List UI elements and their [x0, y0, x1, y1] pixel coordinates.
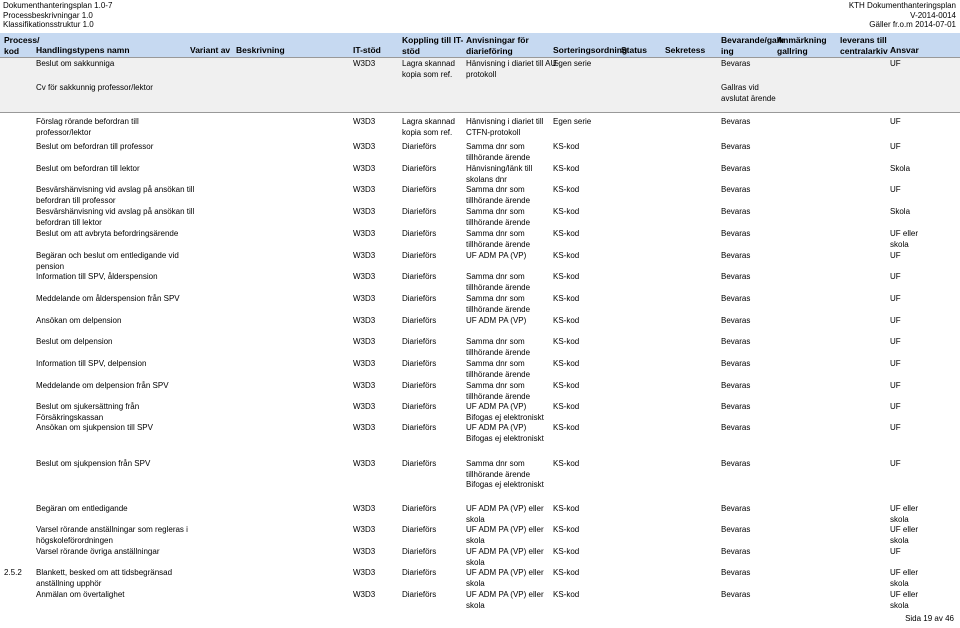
- bevarande-cell: Bevaras: [721, 337, 751, 346]
- koppling-cell: Diarieförs: [402, 229, 437, 238]
- col-ansvar: Ansvar: [890, 45, 919, 55]
- bevarande-cell: Bevaras: [721, 251, 751, 260]
- it-stod-cell: W3D3: [353, 337, 376, 346]
- header-right: [849, 1, 956, 30]
- koppling-cell: Diarieförs: [402, 294, 437, 303]
- col-variant: Variant av: [190, 45, 231, 55]
- it-stod-cell: W3D3: [353, 459, 376, 468]
- bevarande-cell: Bevaras: [721, 316, 751, 325]
- anvisning-cell: Samma dnr som tillhörande ärende: [466, 272, 531, 292]
- ansvar-cell: UF: [890, 337, 901, 346]
- handlingstyp-name-cell: Besvärshänvisning vid avslag på ansökan till befordran till professor: [36, 185, 195, 205]
- anvisning-cell: UF ADM PA (VP) eller skola: [466, 525, 544, 545]
- col-name: Handlingstypens namn: [36, 45, 130, 55]
- bevarande-cell: Bevaras: [721, 59, 751, 68]
- header-left: [3, 1, 112, 30]
- ansvar-cell: UF eller skola: [890, 525, 919, 545]
- sorteringsordning-cell: KS-kod: [553, 547, 580, 556]
- ansvar-cell: UF: [890, 402, 901, 411]
- sorteringsordning-cell: KS-kod: [553, 590, 580, 599]
- it-stod-cell: W3D3: [353, 568, 376, 577]
- handlingstyp-name-cell: Meddelande om ålderspension från SPV: [36, 294, 180, 303]
- anvisning-cell: Samma dnr som tillhörande ärende: [466, 294, 531, 314]
- bevarande-cell: Bevaras: [721, 547, 751, 556]
- it-stod-cell: W3D3: [353, 251, 376, 260]
- ansvar-cell: UF: [890, 381, 901, 390]
- koppling-cell: Diarieförs: [402, 251, 437, 260]
- bevarande-cell: Bevaras: [721, 590, 751, 599]
- col-koppling: Koppling till IT- stöd: [402, 35, 464, 56]
- it-stod-cell: W3D3: [353, 547, 376, 556]
- anvisning-cell: Samma dnr som tillhörande ärende: [466, 142, 531, 162]
- bevarande-cell: Bevaras: [721, 459, 751, 468]
- it-stod-cell: W3D3: [353, 590, 376, 599]
- header-plan-title: Dokumenthanteringsplan 1.0-7: [3, 1, 113, 10]
- anvisning-cell: Samma dnr som tillhörande ärende: [466, 207, 531, 227]
- col-beskrivning: Beskrivning: [236, 45, 285, 55]
- it-stod-cell: W3D3: [353, 185, 376, 194]
- anvisning-cell: Samma dnr som tillhörande ärende: [466, 229, 531, 249]
- it-stod-cell: W3D3: [353, 504, 376, 513]
- col-itstod: IT-stöd: [353, 45, 381, 55]
- handlingstyp-name-cell: Beslut om befordran till professor: [36, 142, 154, 151]
- table-row: [0, 358, 960, 380]
- it-stod-cell: W3D3: [353, 423, 376, 432]
- it-stod-cell: W3D3: [353, 117, 376, 126]
- koppling-cell: Diarieförs: [402, 272, 437, 281]
- ansvar-cell: UF: [890, 423, 901, 432]
- bevarande-cell: Bevaras: [721, 229, 751, 238]
- ansvar-cell: UF: [890, 359, 901, 368]
- header-document-id: V-2014-0014: [910, 10, 956, 20]
- anvisning-cell: Samma dnr som tillhörande ärende: [466, 359, 531, 379]
- handlingstyp-name-cell: Beslut om delpension: [36, 337, 113, 346]
- ansvar-cell: UF eller skola: [890, 504, 919, 524]
- table-row: [0, 336, 960, 358]
- ansvar-cell: UF: [890, 547, 901, 556]
- section-divider: [0, 112, 960, 113]
- koppling-cell: Lagra skannad kopia som ref.: [402, 59, 455, 79]
- bevarande-cell: Bevaras: [721, 568, 751, 577]
- koppling-cell: Diarieförs: [402, 185, 437, 194]
- col-anmarkning: Anmärkning gallring: [777, 35, 827, 56]
- col-process: Process/ kod: [4, 35, 40, 56]
- sorteringsordning-cell: Egen serie: [553, 59, 592, 68]
- sorteringsordning-cell: KS-kod: [553, 568, 580, 577]
- handlingstyp-name-cell: Begäran om entledigande: [36, 504, 128, 513]
- handlingstyp-name-cell: Ansökan om sjukpension till SPV: [36, 423, 153, 432]
- anvisning-cell: Hänvisning i diariet till AU- protokoll: [466, 59, 559, 79]
- anvisning-cell: Hänvisning/länk till skolans dnr: [466, 164, 533, 184]
- table-row: [0, 82, 960, 112]
- ansvar-cell: Skola: [890, 207, 911, 216]
- table-row: [0, 503, 960, 524]
- anvisning-cell: Samma dnr som tillhörande ärende: [466, 185, 531, 205]
- anvisning-cell: Samma dnr som tillhörande ärende: [466, 381, 531, 401]
- sorteringsordning-cell: KS-kod: [553, 164, 580, 173]
- koppling-cell: Diarieförs: [402, 381, 437, 390]
- sorteringsordning-cell: KS-kod: [553, 459, 580, 468]
- it-stod-cell: W3D3: [353, 316, 376, 325]
- it-stod-cell: W3D3: [353, 402, 376, 411]
- table-row: [0, 422, 960, 458]
- anvisning-cell: UF ADM PA (VP) eller skola: [466, 504, 544, 524]
- table-row: [0, 315, 960, 336]
- handlingstyp-name-cell: Varsel rörande anställningar som regleras i högskoleförordningen: [36, 525, 188, 545]
- koppling-cell: Lagra skannad kopia som ref.: [402, 117, 455, 137]
- sorteringsordning-cell: KS-kod: [553, 504, 580, 513]
- ansvar-cell: UF: [890, 459, 901, 468]
- ansvar-cell: UF: [890, 294, 901, 303]
- handlingstyp-name-cell: Beslut om sakkunniga: [36, 59, 115, 68]
- process-code-cell: 2.5.2: [4, 568, 22, 577]
- sorteringsordning-cell: KS-kod: [553, 316, 580, 325]
- bevarande-cell: Bevaras: [721, 185, 751, 194]
- table-row: [0, 58, 960, 82]
- bevarande-cell: Bevaras: [721, 142, 751, 151]
- document-header: [0, 0, 960, 30]
- koppling-cell: Diarieförs: [402, 402, 437, 411]
- koppling-cell: Diarieförs: [402, 316, 437, 325]
- koppling-cell: Diarieförs: [402, 337, 437, 346]
- header-process-desc: Processbeskrivningar 1.0: [3, 10, 93, 20]
- table-row: [0, 250, 960, 271]
- table-row: [0, 293, 960, 315]
- ansvar-cell: UF: [890, 142, 901, 151]
- sorteringsordning-cell: KS-kod: [553, 251, 580, 260]
- table-row: [0, 380, 960, 401]
- handlingstyp-name-cell: Varsel rörande övriga anställningar: [36, 547, 160, 556]
- table-row: [0, 458, 960, 503]
- col-sortering: Sorteringsordning: [553, 45, 628, 55]
- handlingstyp-name-cell: Besvärshänvisning vid avslag på ansökan till befordran till lektor: [36, 207, 195, 227]
- bevarande-cell: Bevaras: [721, 504, 751, 513]
- handlingstyp-name-cell: Anmälan om övertalighet: [36, 590, 125, 599]
- anvisning-cell: UF ADM PA (VP) eller skola: [466, 568, 544, 588]
- anvisning-cell: UF ADM PA (VP): [466, 316, 527, 325]
- ansvar-cell: UF: [890, 251, 901, 260]
- it-stod-cell: W3D3: [353, 229, 376, 238]
- handlingstyp-name-cell: Beslut om befordran till lektor: [36, 164, 140, 173]
- sorteringsordning-cell: KS-kod: [553, 207, 580, 216]
- ansvar-cell: UF: [890, 272, 901, 281]
- handlingstyp-name-cell: Beslut om sjukersättning från Försäkringskassan: [36, 402, 140, 422]
- bevarande-cell: Bevaras: [721, 164, 751, 173]
- ansvar-cell: UF eller skola: [890, 568, 919, 588]
- it-stod-cell: W3D3: [353, 59, 376, 68]
- anvisning-cell: UF ADM PA (VP) Bifogas ej elektroniskt: [466, 402, 544, 422]
- anvisning-cell: Samma dnr som tillhörande ärende: [466, 337, 531, 357]
- table-row: [0, 589, 960, 614]
- table-row: [0, 184, 960, 206]
- sorteringsordning-cell: KS-kod: [553, 272, 580, 281]
- it-stod-cell: W3D3: [353, 294, 376, 303]
- column-header-row: [0, 33, 960, 57]
- handlingstyp-name-cell: Begäran och beslut om entledigande vid pension: [36, 251, 179, 271]
- sorteringsordning-cell: KS-kod: [553, 185, 580, 194]
- ansvar-cell: UF eller skola: [890, 590, 919, 610]
- it-stod-cell: W3D3: [353, 164, 376, 173]
- anvisning-cell: UF ADM PA (VP): [466, 251, 527, 260]
- anvisning-cell: Samma dnr som tillhörande ärende Bifogas ej elektroniskt: [466, 459, 544, 489]
- sorteringsordning-cell: KS-kod: [553, 525, 580, 534]
- table-row: [0, 567, 960, 589]
- table-row: [0, 141, 960, 163]
- it-stod-cell: W3D3: [353, 272, 376, 281]
- handlingstyp-name-cell: Meddelande om delpension från SPV: [36, 381, 169, 390]
- table-row: [0, 163, 960, 184]
- it-stod-cell: W3D3: [353, 207, 376, 216]
- bevarande-cell: Gallras vid avslutat ärende: [721, 83, 776, 103]
- handlingstyp-name-cell: Cv för sakkunnig professor/lektor: [36, 83, 153, 92]
- it-stod-cell: W3D3: [353, 359, 376, 368]
- anvisning-cell: Hänvisning i diariet till CTFN-protokoll: [466, 117, 544, 137]
- koppling-cell: Diarieförs: [402, 568, 437, 577]
- anvisning-cell: UF ADM PA (VP) eller skola: [466, 547, 544, 567]
- table-row: [0, 228, 960, 250]
- sorteringsordning-cell: KS-kod: [553, 294, 580, 303]
- sorteringsordning-cell: KS-kod: [553, 381, 580, 390]
- handlingstyp-name-cell: Blankett, besked om att tidsbegränsad anställning upphör: [36, 568, 173, 588]
- anvisning-cell: UF ADM PA (VP) Bifogas ej elektroniskt: [466, 423, 544, 443]
- ansvar-cell: UF: [890, 59, 901, 68]
- koppling-cell: Diarieförs: [402, 547, 437, 556]
- handlingstyp-name-cell: Förslag rörande befordran till professor/lektor: [36, 117, 139, 137]
- bevarande-cell: Bevaras: [721, 525, 751, 534]
- sorteringsordning-cell: KS-kod: [553, 337, 580, 346]
- koppling-cell: Diarieförs: [402, 207, 437, 216]
- bevarande-cell: Bevaras: [721, 381, 751, 390]
- ansvar-cell: UF eller skola: [890, 229, 919, 249]
- col-anvisningar: Anvisningar för diarieföring: [466, 35, 529, 56]
- bevarande-cell: Bevaras: [721, 402, 751, 411]
- col-sekretess: Sekretess: [665, 45, 706, 55]
- ansvar-cell: UF: [890, 117, 901, 126]
- sorteringsordning-cell: Egen serie: [553, 117, 592, 126]
- ansvar-cell: UF: [890, 185, 901, 194]
- sorteringsordning-cell: KS-kod: [553, 359, 580, 368]
- bevarande-cell: Bevaras: [721, 272, 751, 281]
- sorteringsordning-cell: KS-kod: [553, 402, 580, 411]
- table-row: [0, 546, 960, 567]
- header-valid-from: Gäller fr.o.m 2014-07-01: [869, 20, 956, 29]
- koppling-cell: Diarieförs: [402, 164, 437, 173]
- koppling-cell: Diarieförs: [402, 459, 437, 468]
- ansvar-cell: UF: [890, 316, 901, 325]
- koppling-cell: Diarieförs: [402, 142, 437, 151]
- bevarande-cell: Bevaras: [721, 423, 751, 432]
- it-stod-cell: W3D3: [353, 525, 376, 534]
- bevarande-cell: Bevaras: [721, 117, 751, 126]
- sorteringsordning-cell: KS-kod: [553, 229, 580, 238]
- handlingstyp-name-cell: Ansökan om delpension: [36, 316, 122, 325]
- koppling-cell: Diarieförs: [402, 525, 437, 534]
- col-status: Status: [621, 45, 647, 55]
- bevarande-cell: Bevaras: [721, 207, 751, 216]
- table-row: [0, 401, 960, 422]
- table-row: [0, 271, 960, 293]
- handlingstyp-name-cell: Information till SPV, delpension: [36, 359, 147, 368]
- header-org-title: KTH Dokumenthanteringsplan: [848, 1, 956, 10]
- table-row: [0, 116, 960, 141]
- it-stod-cell: W3D3: [353, 142, 376, 151]
- handlingstyp-name-cell: Beslut om att avbryta befordringsärende: [36, 229, 179, 238]
- col-leverans: leverans till centralarkiv: [840, 35, 888, 56]
- table-row: [0, 524, 960, 546]
- page-number: Sida 19 av 46: [905, 614, 954, 623]
- koppling-cell: Diarieförs: [402, 359, 437, 368]
- sorteringsordning-cell: KS-kod: [553, 142, 580, 151]
- header-classification: Klassifikationsstruktur 1.0: [3, 20, 94, 29]
- koppling-cell: Diarieförs: [402, 423, 437, 432]
- bevarande-cell: Bevaras: [721, 294, 751, 303]
- ansvar-cell: Skola: [890, 164, 911, 173]
- col-bevarande: Bevarande/gallr ing: [721, 35, 785, 56]
- koppling-cell: Diarieförs: [402, 590, 437, 599]
- bevarande-cell: Bevaras: [721, 359, 751, 368]
- it-stod-cell: W3D3: [353, 381, 376, 390]
- table-row: [0, 206, 960, 228]
- sorteringsordning-cell: KS-kod: [553, 423, 580, 432]
- koppling-cell: Diarieförs: [402, 504, 437, 513]
- anvisning-cell: UF ADM PA (VP) eller skola: [466, 590, 544, 610]
- handlingstyp-name-cell: Information till SPV, ålderspension: [36, 272, 158, 281]
- handlingstyp-name-cell: Beslut om sjukpension från SPV: [36, 459, 151, 468]
